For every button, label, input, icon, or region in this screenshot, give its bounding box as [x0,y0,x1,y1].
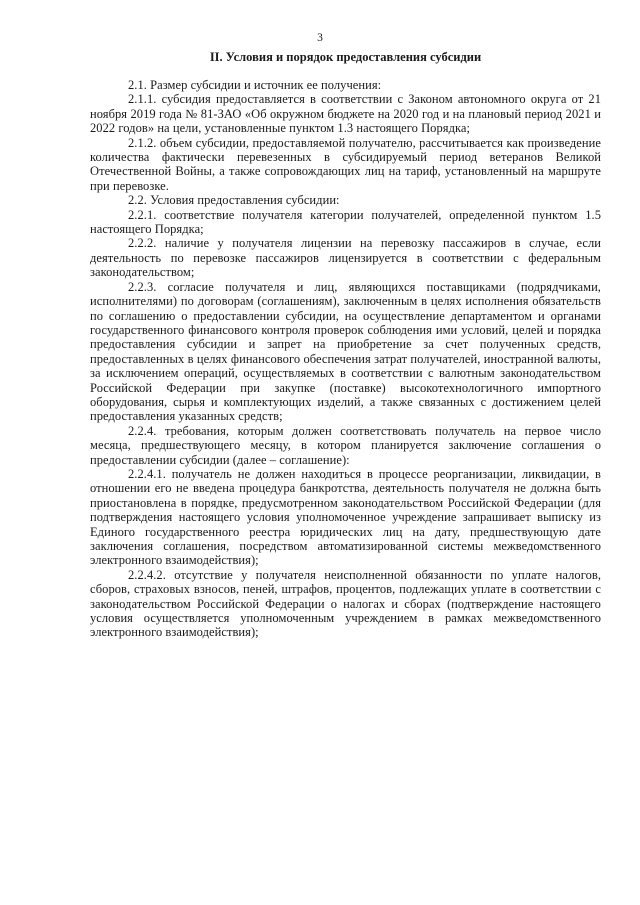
paragraph-2-2-4: 2.2.4. требования, которым должен соответствовать получатель на первое число месяца, предшествующего месяцу, в котором планируется заключение соглашения о предоставлении субсидии (далее – соглашение): [90,423,601,467]
paragraph-2-1: 2.1. Размер субсидии и источник ее получения: [128,78,382,92]
paragraph-2-2-4-2: 2.2.4.2. отсутствие у получателя неисполненной обязанности по уплате налогов, сборов, страховых взносов, пеней, штрафов, процентов, подлежащих уплате в соответствии с законодательством Российской Федерации о налогах и сборах (подтверждение настоящего условия осуществляется уполномоченным учреждением в рамках межведомственного электронного взаимодействия); [90,567,601,640]
section-title: II. Условия и порядок предоставления субсидии [209,50,482,64]
paragraph-2-1-1: 2.1.1. субсидия предоставляется в соответствии с Законом автономного округа от 21 ноября 2019 года № 81-ЗАО «Об окружном бюджете на 2020 год и на плановый период 2021 и 2022 годов» на цели, установленные пунктом 1.3 настоящего Порядка; [90,92,601,136]
paragraph-2-2-1: 2.2.1. соответствие получателя категории получателей, определенной пунктом 1.5 настоящего Порядка; [90,207,601,237]
paragraph-2-1-2: 2.1.2. объем субсидии, предоставляемой получателю, рассчитывается как произведение количества фактически перевезенных в субсидируемый период ветеранов Великой Отечественной Войны, а также сопровождающих лиц на тариф, установленный на маршруте при перевозке. [90,135,601,193]
paragraph-2-2-2: 2.2.2. наличие у получателя лицензии на перевозку пассажиров в случае, если деятельность по перевозке пассажиров лицензируется в соответствии с федеральным законодательством; [90,236,601,280]
paragraph-2-2-3: 2.2.3. согласие получателя и лиц, являющихся поставщиками (подрядчиками, исполнителями) по договорам (соглашениям), заключенным в целях исполнения обязательств по соглашению о предоставлении субсидии, на осуществление департаментом и органами государственного финансового контроля проверок соблюдения ими условий, целей и порядка предоставления субсидии и запрет на приобретение за счет полученных средств, предоставленных в целях финансового обеспечения затрат получателей, иностранной валюты, за исключением операций, осуществляемых в соответствии с валютным законодательством Российской Федерации при закупке (поставке) высокотехнологичного импортного оборудования, сырья и комплектующих изделий, а также связанных с достижением целей предоставления указанных средств; [90,279,601,424]
paragraph-2-2-4-1: 2.2.4.1. получатель не должен находиться в процессе реорганизации, ликвидации, в отношении его не введена процедура банкротства, деятельность получателя не должна быть приостановлена в порядке, предусмотренном законодательством Российской Федерации (для подтверждения настоящего условия уполномоченное учреждение запрашивает выписку из Единого государственного реестра юридических лиц на дату, предшествующую дате заключения соглашения, посредством автоматизированной системы межведомственного электронного взаимодействия); [90,466,601,568]
paragraph-2-2: 2.2. Условия предоставления субсидии: [128,193,340,208]
page-number: 3 [317,32,323,44]
page-content [90,50,601,640]
